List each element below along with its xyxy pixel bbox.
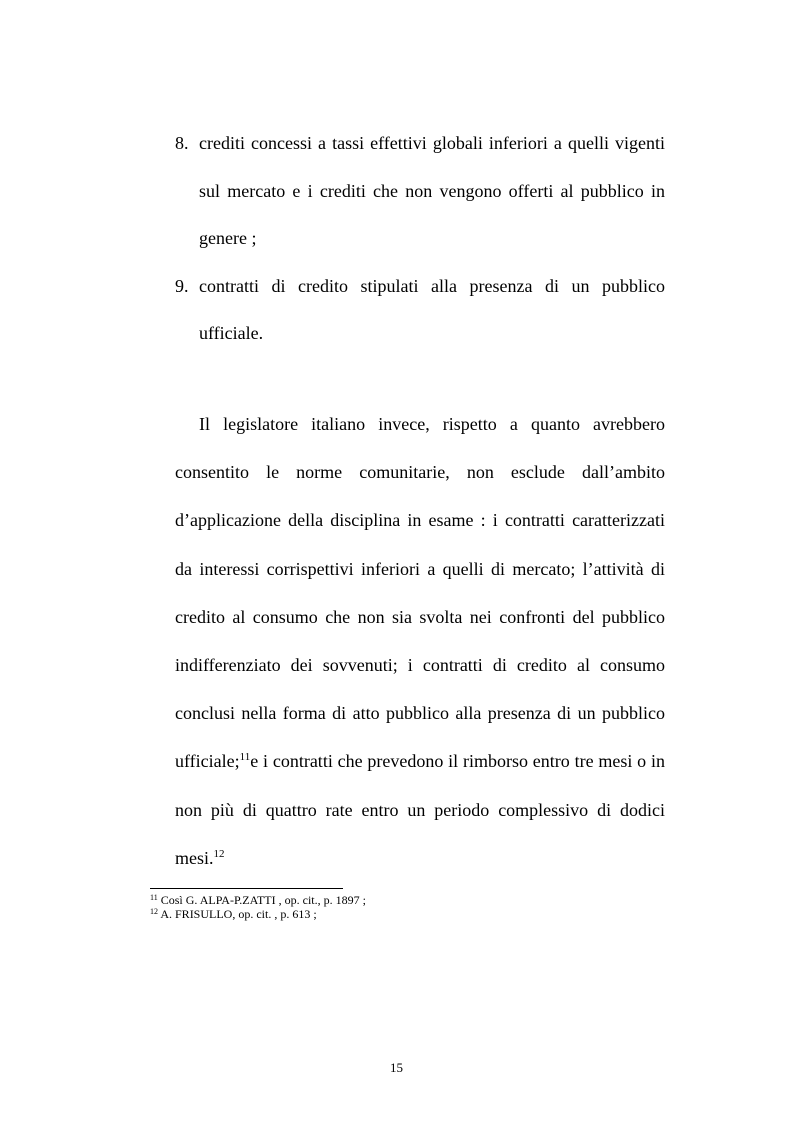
footnote-11 — [150, 893, 650, 907]
footnote-ref-12[interactable]: 12 — [213, 847, 225, 860]
footnote-12 — [150, 907, 650, 921]
paragraph-text-part1: Il legislatore italiano invece, rispetto a quanto avrebbero consentito le norme comunitarie, non esclude dall’ambito d’applicazione della disciplina in esame : i contratti caratterizzati da interessi corrispettivi inferiori a quelli di mercato; l’attività di credito al consumo che non sia svolta nei confronti del pubblico indifferenziato dei sovvenuti; i contratti di credito al consumo conclusi nella forma di atto pubblico alla presenza di un pubblico ufficiale; — [175, 414, 665, 772]
footnotes — [150, 893, 650, 921]
footnote-marker: 12 — [150, 907, 158, 916]
footnote-text: A. FRISULLO, op. cit. , p. 613 ; — [160, 907, 317, 921]
list-item-number: 9. — [175, 275, 189, 296]
list-item-number: 8. — [175, 133, 189, 153]
list-item — [175, 263, 665, 358]
footnote-ref-11[interactable]: 11 — [239, 751, 251, 764]
list-item — [175, 120, 665, 263]
footnote-separator — [150, 888, 343, 889]
body-paragraph — [175, 400, 665, 882]
footnote-marker: 11 — [150, 893, 158, 902]
list-item-text: crediti concessi a tassi effettivi globali inferiori a quelli vigenti sul mercato e i crediti che non vengono offerti al pubblico in genere ; — [199, 133, 665, 249]
paragraph-text-part2: e i contratti che prevedono il rimborso entro tre mesi o in non più di quattro rate entro un periodo complessivo di dodici mesi. — [175, 751, 665, 868]
exclusion-list — [175, 120, 665, 358]
footnote-text: Così G. ALPA-P.ZATTI , op. cit., p. 1897 ; — [160, 893, 366, 907]
page-number: 15 — [390, 1060, 403, 1075]
list-item-text: contratti di credito stipulati alla presenza di un pubblico ufficiale. — [199, 275, 665, 344]
